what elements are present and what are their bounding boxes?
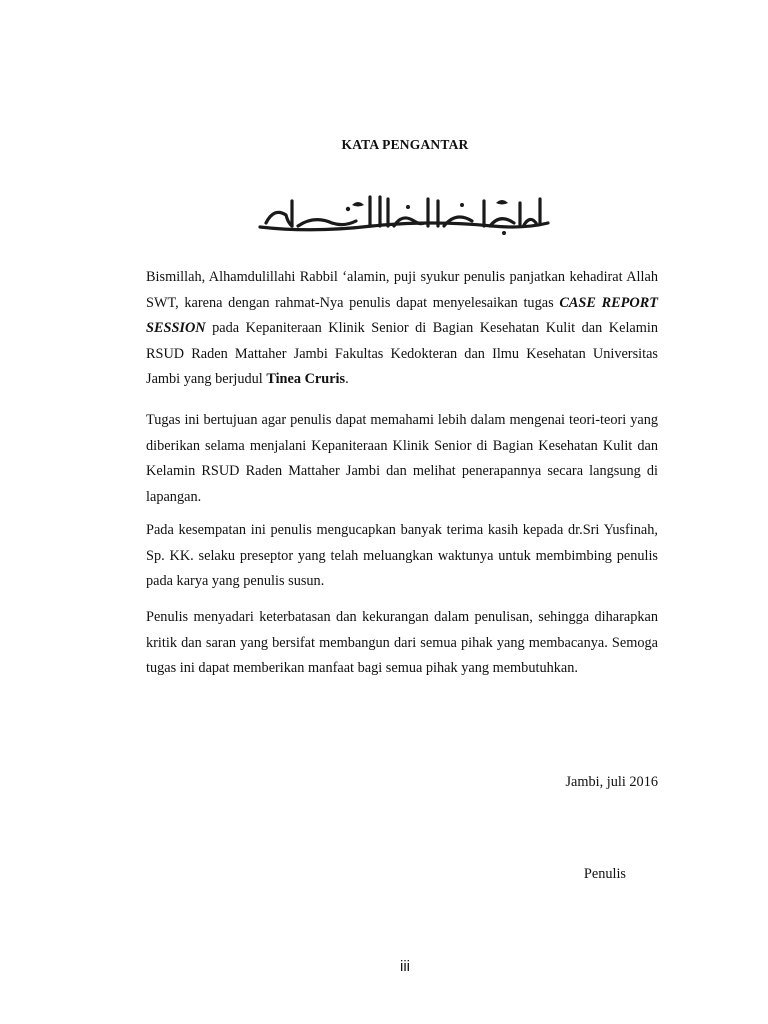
paragraph-1-end: . bbox=[345, 371, 349, 387]
page-title: KATA PENGANTAR bbox=[341, 137, 469, 152]
case-report-session-emphasis: CASE REPORT SESSION bbox=[146, 294, 658, 336]
paragraph-1-intro: Bismillah, Alhamdulillahi Rabbil ‘alamin, puji syukur penulis panjatkan kehadirat Allah SWT, karena dengan rahmat-Nya penulis dapat menyelesaikan tugas bbox=[146, 269, 658, 311]
author-signature: Penulis bbox=[583, 866, 626, 882]
paragraph-1 bbox=[146, 265, 658, 393]
paragraph-3: Pada kesempatan ini penulis mengucapkan banyak terima kasih kepada dr.Sri Yusfinah, Sp. KK. selaku preseptor yang telah meluangkan waktunya untuk membimbing penulis pada karya yang penulis susun. bbox=[146, 522, 658, 589]
basmalah-calligraphy bbox=[252, 193, 556, 237]
page-number: iii bbox=[400, 958, 410, 975]
basmalah-text: بسم الله الرحمن الرحيم bbox=[399, 233, 409, 234]
place-date: Jambi, juli 2016 bbox=[565, 774, 658, 790]
paragraph-2: Tugas ini bertujuan agar penulis dapat memahami lebih dalam mengenai teori-teori yang diberikan selama menjalani Kepaniteraan Klinik Senior di Bagian Kesehatan Kulit dan Kelamin RSUD Raden Mattaher Jambi dan melihat penerapannya secara langsung di lapangan. bbox=[146, 412, 658, 505]
topic-title: Tinea Cruris bbox=[266, 371, 346, 387]
paragraph-4: Penulis menyadari keterbatasan dan kekurangan dalam penulisan, sehingga diharapkan kritik dan saran yang bersifat membangun dari semua pihak yang membacanya. Semoga tugas ini dapat memberikan manfaat bagi semua pihak yang membutuhkan. bbox=[146, 609, 658, 676]
paragraph-1-middle: pada Kepaniteraan Klinik Senior di Bagian Kesehatan Kulit dan Kelamin RSUD Raden Mattaher Jambi Fakultas Kedokteran dan Ilmu Kesehatan Universitas Jambi yang berjudul bbox=[146, 320, 658, 387]
